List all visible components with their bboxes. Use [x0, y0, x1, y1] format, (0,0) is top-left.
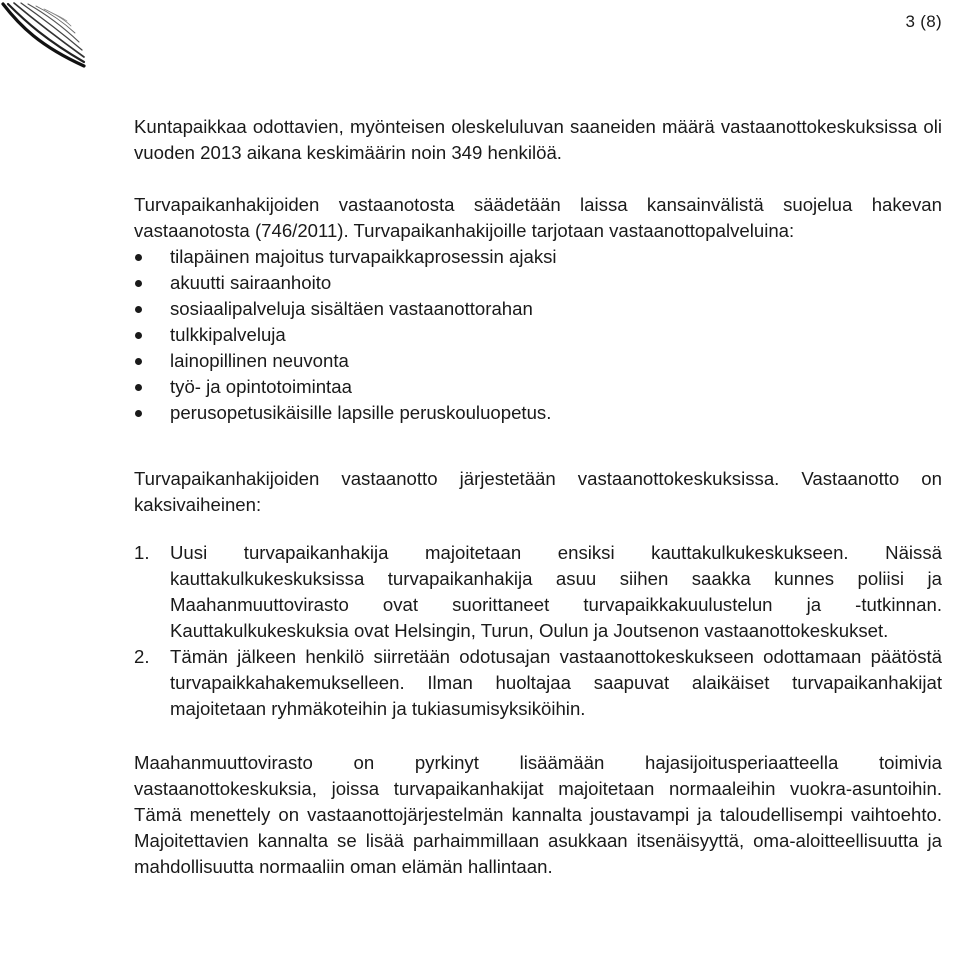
list-item [134, 540, 942, 644]
step-text: Uusi turvapaikanhakija majoitetaan ensiksi kauttakulkukeskukseen. Näissä kauttakulkukeskuksissa turvapaikanhakija asuu siihen saakka kunnes poliisi ja Maahanmuuttovirasto ovat suorittaneet turvapaikkakuulustelun ja -tutkinnan. Kauttakulkukeskuksia ovat Helsingin, Turun, Oulun ja Joutsenon vastaanottokeskukset. [170, 542, 942, 641]
step-text: Tämän jälkeen henkilö siirretään odotusajan vastaanottokeskukseen odottamaan päätöstä turvapaikkahakemukselleen. Ilman huoltajaa saapuvat alaikäiset turvapaikanhakijat majoitetaan ryhmäkoteihin ja tukiasumisyksiköihin. [170, 646, 942, 719]
reception-steps-list [134, 540, 942, 722]
list-item: perusopetusikäisille lapsille peruskouluopetus. [134, 400, 942, 426]
paragraph-dispersed-housing: Maahanmuuttovirasto on pyrkinyt lisäämään hajasijoitusperiaatteella toimivia vastaanottokeskuksia, joissa turvapaikanhakijat majoitetaan normaaleihin vuokra-asuntoihin. Tämä menettely on vastaanottojärjestelmän kannalta joustavampi ja taloudellisempi vaihtoehto. Majoitettavien kannalta se lisää parhaimmillaan asukkaan itsenäisyyttä, oma-aloitteellisuutta ja mahdollisuutta normaaliin oman elämän hallintaan. [134, 752, 942, 877]
document-body [134, 114, 942, 880]
list-item: työ- ja opintotoimintaa [134, 374, 942, 400]
list-item: tulkkipalveluja [134, 322, 942, 348]
step-number: 1. [134, 542, 150, 563]
paragraph-waiting-count: Kuntapaikkaa odottavien, myönteisen oleskeluluvan saaneiden määrä vastaanottokeskuksissa oli vuoden 2013 aikana keskimäärin noin 349 henkilöä. [134, 116, 942, 163]
paragraph-law-reference: Turvapaikanhakijoiden vastaanotosta säädetään laissa kansainvälistä suojelua hakevan vastaanotosta (746/2011). Turvapaikanhakijoille tarjotaan vastaanottopalveluina: [134, 194, 942, 241]
list-item: tilapäinen majoitus turvapaikkaprosessin ajaksi [134, 244, 942, 270]
list-item: sosiaalipalveluja sisältäen vastaanottorahan [134, 296, 942, 322]
step-number: 2. [134, 646, 150, 667]
list-item: lainopillinen neuvonta [134, 348, 942, 374]
list-item [134, 644, 942, 722]
paragraph-reception: Turvapaikanhakijoiden vastaanotto järjestetään vastaanottokeskuksissa. Vastaanotto on kaksivaiheinen: [134, 468, 942, 515]
bird-wing-logo-icon [0, 0, 90, 70]
page-number: 3 (8) [905, 12, 942, 31]
list-item: akuutti sairaanhoito [134, 270, 942, 296]
services-list [134, 244, 942, 426]
